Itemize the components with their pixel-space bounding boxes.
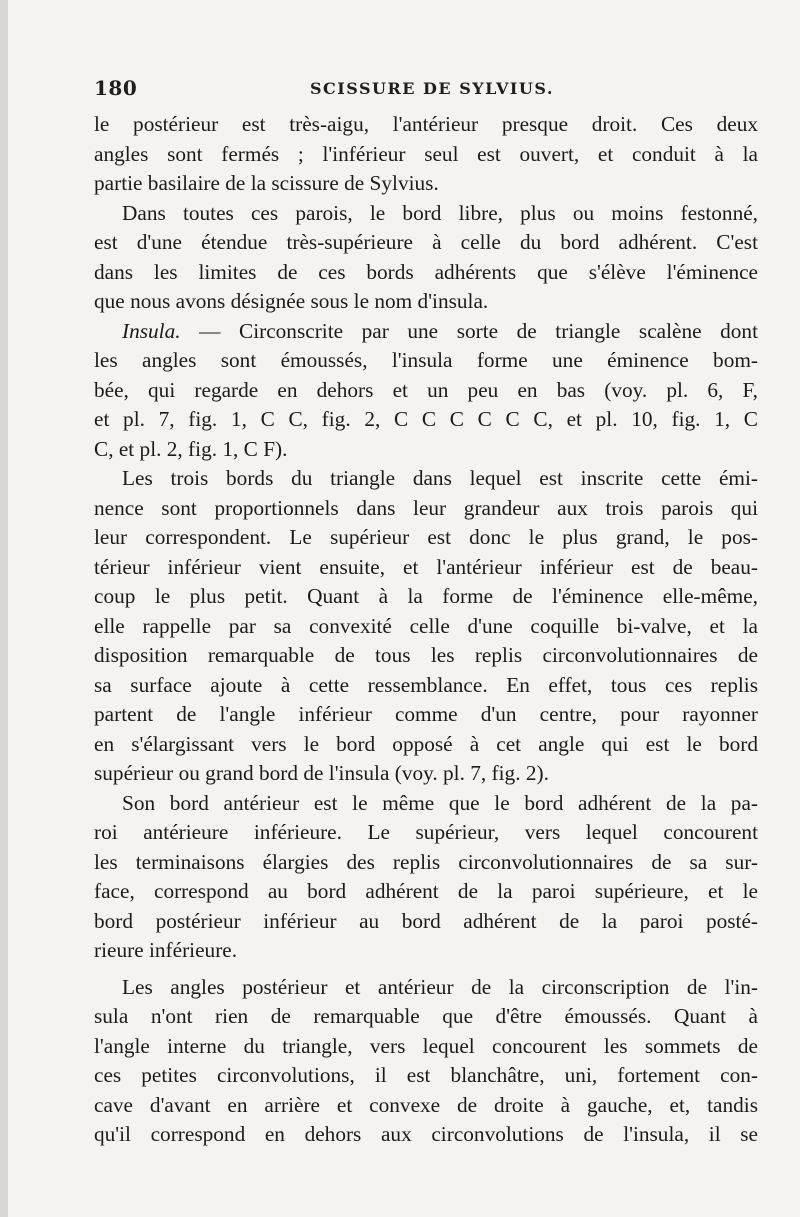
text-line: leur correspondent. Le supérieur est donc le plus grand, le pos- bbox=[94, 525, 758, 549]
text-line: qu'il correspond en dehors aux circonvolutions de l'insula, il se bbox=[94, 1122, 758, 1146]
text-line: partie basilaire de la scissure de Sylvius. bbox=[94, 171, 439, 195]
text-line: rieure inférieure. bbox=[94, 938, 238, 962]
text-line: en s'élargissant vers le bord opposé à cet angle qui est le bord bbox=[94, 731, 758, 756]
text-line: C, et pl. 2, fig. 1, C F). bbox=[94, 436, 288, 461]
text-line: bord postérieur inférieur au bord adhérent de la paroi posté- bbox=[94, 908, 758, 933]
text-line: Insula. — Circonscrite par une sorte de triangle scalène dont bbox=[122, 318, 758, 343]
running-title: SCISSURE DE SYLVIUS. bbox=[310, 79, 554, 98]
body-text bbox=[94, 110, 758, 1150]
text-line: Les trois bords du triangle dans lequel est inscrite cette émi- bbox=[122, 466, 758, 490]
page-gutter-shadow bbox=[0, 0, 8, 1217]
text-line: coup le plus petit. Quant à la forme de l'éminence elle-même, bbox=[94, 584, 758, 608]
text-line: Dans toutes ces parois, le bord libre, plus ou moins festonné, bbox=[122, 200, 758, 225]
text-line: les angles sont émoussés, l'insula forme une éminence bom- bbox=[94, 348, 758, 372]
text-line: ces petites circonvolutions, il est blanchâtre, uni, fortement con- bbox=[94, 1063, 758, 1087]
text-line: Son bord antérieur est le même que le bord adhérent de la pa- bbox=[122, 790, 758, 815]
text-line: est d'une étendue très-supérieure à celle du bord adhérent. C'est bbox=[94, 230, 758, 254]
text-line: les terminaisons élargies des replis circonvolutionnaires de sa sur- bbox=[94, 849, 758, 874]
text-line: bée, qui regarde en dehors et un peu en bas (voy. pl. 6, F, bbox=[94, 377, 758, 402]
text-line: roi antérieure inférieure. Le supérieur, vers lequel concourent bbox=[94, 820, 758, 844]
text-line: angles sont fermés ; l'inférieur seul est ouvert, et conduit à la bbox=[94, 141, 758, 166]
text-line: térieur inférieur vient ensuite, et l'antérieur inférieur est de beau- bbox=[94, 554, 758, 579]
page-number: 180 bbox=[94, 76, 138, 100]
text-line: partent de l'angle inférieur comme d'un centre, pour rayonner bbox=[94, 702, 758, 726]
text-line: elle rappelle par sa convexité celle d'une coquille bi-valve, et la bbox=[94, 613, 758, 638]
text-line: nence sont proportionnels dans leur grandeur aux trois parois qui bbox=[94, 495, 758, 520]
text-line: sula n'ont rien de remarquable que d'être émoussés. Quant à bbox=[94, 1004, 758, 1028]
text-line: Les angles postérieur et antérieur de la circonscription de l'in- bbox=[122, 974, 758, 999]
text-line: dans les limites de ces bords adhérents que s'élève l'éminence bbox=[94, 259, 758, 284]
text-line: cave d'avant en arrière et convexe de droite à gauche, et, tandis bbox=[94, 1092, 758, 1117]
text-line: le postérieur est très-aigu, l'antérieur presque droit. Ces deux bbox=[94, 112, 758, 136]
text-line: et pl. 7, fig. 1, C C, fig. 2, C C C C C C, et pl. 10, fig. 1, C bbox=[94, 407, 758, 431]
text-line: face, correspond au bord adhérent de la paroi supérieure, et le bbox=[94, 879, 758, 903]
text-line: l'angle interne du triangle, vers lequel concourent les sommets de bbox=[94, 1033, 758, 1058]
text-line: que nous avons désignée sous le nom d'insula. bbox=[94, 289, 489, 313]
page-header bbox=[94, 76, 754, 106]
text-line: disposition remarquable de tous les replis circonvolutionnaires de bbox=[94, 643, 758, 667]
text-line: supérieur ou grand bord de l'insula (voy. pl. 7, fig. 2). bbox=[94, 761, 549, 785]
text-line: sa surface ajoute à cette ressemblance. En effet, tous ces replis bbox=[94, 672, 758, 697]
